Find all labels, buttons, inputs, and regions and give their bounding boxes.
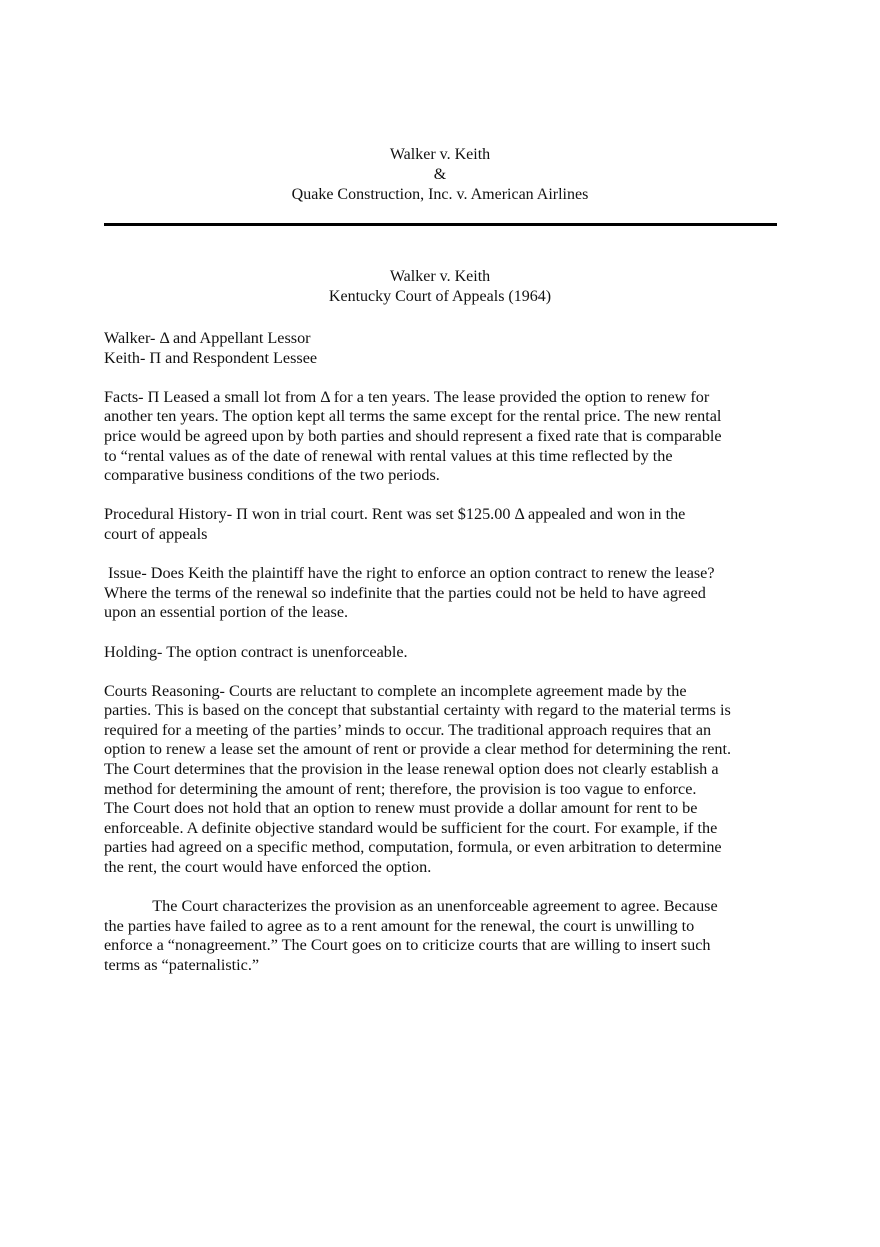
holding-section bbox=[104, 643, 784, 663]
reasoning-line: method for determining the amount of rent; therefore, the provision is too vague to enforce. bbox=[104, 779, 697, 798]
characterization-line: enforce a “nonagreement.” The Court goes on to criticize courts that are willing to insert such bbox=[104, 936, 711, 955]
procedural-history-line: Procedural History- Π won in trial court. Rent was set $125.00 Δ appealed and won in the bbox=[104, 505, 686, 524]
document-header bbox=[104, 145, 776, 205]
case-brief-body bbox=[104, 329, 784, 976]
issue-section bbox=[104, 564, 784, 623]
characterization-line: the parties have failed to agree as to a rent amount for the renewal, the court is unwilling to bbox=[104, 916, 695, 935]
case-court: Kentucky Court of Appeals (1964) bbox=[328, 288, 552, 305]
issue-line: Issue- Does Keith the plaintiff have the right to enforce an option contract to renew the lease? bbox=[104, 564, 715, 583]
reasoning-line: The Court determines that the provision in the lease renewal option does not clearly establish a bbox=[104, 760, 719, 779]
parties-section bbox=[104, 329, 784, 368]
party-line: Walker- Δ and Appellant Lessor bbox=[104, 329, 311, 347]
header-divider bbox=[104, 223, 777, 226]
characterization-section bbox=[104, 897, 784, 975]
reasoning-line: parties had agreed on a specific method, computation, formula, or even arbitration to determine bbox=[104, 838, 722, 857]
characterization-line: The Court characterizes the provision as an unenforceable agreement to agree. Because bbox=[104, 897, 718, 916]
issue-line: upon an essential portion of the lease. bbox=[104, 603, 349, 622]
reasoning-line: Courts Reasoning- Courts are reluctant to complete an incomplete agreement made by the bbox=[104, 681, 687, 700]
facts-line: another ten years. The option kept all terms the same except for the rental price. The new rental bbox=[104, 407, 722, 426]
case-heading bbox=[104, 267, 776, 307]
issue-line: Where the terms of the renewal so indefinite that the parties could not be held to have agreed bbox=[104, 583, 706, 602]
header-title-line-1: Walker v. Keith bbox=[389, 146, 491, 163]
reasoning-line: required for a meeting of the parties’ minds to occur. The traditional approach requires that an bbox=[104, 720, 712, 739]
header-title-line-3: Quake Construction, Inc. v. American Airlines bbox=[291, 186, 589, 203]
reasoning-section bbox=[104, 682, 784, 878]
reasoning-line: option to renew a lease set the amount of rent or provide a clear method for determining the rent. bbox=[104, 740, 732, 759]
case-title: Walker v. Keith bbox=[389, 268, 491, 285]
reasoning-line: The Court does not hold that an option to renew must provide a dollar amount for rent to be bbox=[104, 799, 698, 818]
facts-line: price would be agreed upon by both parties and should represent a fixed rate that is comparable bbox=[104, 426, 722, 445]
procedural-history-section bbox=[104, 505, 784, 544]
facts-line: Facts- Π Leased a small lot from Δ for a ten years. The lease provided the option to renew for bbox=[104, 387, 710, 406]
procedural-history-line: court of appeals bbox=[104, 524, 208, 543]
reasoning-line: the rent, the court would have enforced the option. bbox=[104, 858, 432, 877]
holding-line: Holding- The option contract is unenforceable. bbox=[104, 642, 408, 661]
reasoning-line: enforceable. A definite objective standard would be sufficient for the court. For example, if the bbox=[104, 818, 718, 837]
header-ampersand: & bbox=[433, 166, 447, 183]
facts-section bbox=[104, 388, 784, 486]
party-line: Keith- Π and Respondent Lessee bbox=[104, 348, 318, 367]
characterization-line: terms as “paternalistic.” bbox=[104, 956, 260, 974]
facts-line: to “rental values as of the date of renewal with rental values at this time reflected by the bbox=[104, 446, 673, 465]
reasoning-line: parties. This is based on the concept that substantial certainty with regard to the material terms is bbox=[104, 701, 731, 720]
facts-line: comparative business conditions of the two periods. bbox=[104, 466, 440, 485]
